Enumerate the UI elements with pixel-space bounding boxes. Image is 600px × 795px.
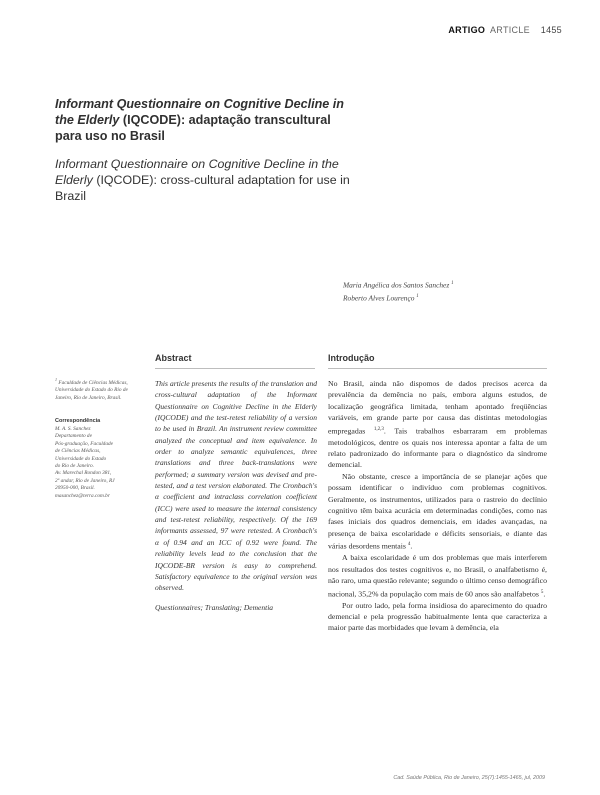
intro-paragraph-3: A baixa escolaridade é um dos problemas que mais interferem nos resultados dos testes cognitivos e, no Brasil, o analfabetismo é, não raro, uma questão relevante; segundo o último censo demográfico nacional, 35,2% da população com mais de 60 anos são analfabetos $^5$. [328, 553, 547, 599]
abstract-heading: Abstract [155, 353, 192, 363]
abstract-keywords: Questionnaires; Translating; Dementia [155, 603, 274, 612]
author-2: Roberto Alves Lourenço $^1$ [343, 293, 419, 303]
title-en-rest: (IQCODE): cross-cultural adaptation for use in Brazil [55, 173, 350, 203]
title-pt-italic: Informant Questionnaire on Cognitive Decline in the Elderly [55, 97, 344, 127]
title-english [55, 156, 355, 204]
page-number: 1455 [540, 25, 562, 35]
abstract-rule [155, 368, 315, 369]
correspondence-heading: Correspondência [55, 418, 101, 424]
intro-heading: Introdução [328, 353, 375, 363]
article-label-pt: ARTIGO [448, 25, 486, 35]
correspondence-email[interactable]: masanchez@terra.com.br [55, 492, 110, 499]
abstract-text: This article presents the results of the translation and cross-cultural adaptation of the Informant Questionnaire on Cognitive Decline in the Elderly (IQCODE) and the test-retest reliability of a version to be used in Brazil. An instrument review committee analyzed the conceptual and item equivalence. In order to analyze semantic equivalences, three translations and three back-translations were performed; a summary version was devised and pre-tested, and a test version elaborated. The Cronbach's α coefficient and intraclass correlation coefficient (ICC) were used to measure the internal consistency and test-retest reliability, respectively. Of the 169 informants assessed, 97 were retested. A Cronbach's α of 0.94 and an ICC of 0.92 were found. The reliability levels lead to the conclusion that the IQCODE-BR version is easy to comprehend. Satisfactory equivalence to the original version was observed. [155, 379, 317, 593]
affiliation-note: $^1$ Faculdade de Ciências Médicas, Universidade do Estado do Rio de Janeiro, Rio de Janeiro, Brasil. [55, 377, 128, 401]
article-label-en: ARTICLE [490, 25, 530, 35]
intro-paragraph-4: Por outro lado, pela forma insidiosa do aparecimento do quadro demencial e pela progressão habitualmente lenta que caracteriza a maior parte das morbidades que levam à demência, ela [328, 600, 547, 633]
abstract-body [155, 378, 317, 594]
title-portuguese [55, 96, 355, 144]
intro-body [328, 378, 547, 634]
running-header [448, 25, 562, 35]
author-list [343, 278, 563, 305]
title-pt-rest: (IQCODE): adaptação transcultural para uso no Brasil [55, 113, 331, 143]
title-en-italic: Informant Questionnaire on Cognitive Decline in the Elderly [55, 157, 339, 187]
intro-paragraph-1: No Brasil, ainda não dispomos de dados precisos acerca da prevalência da demência no país, embora alguns estudos, de localização geográfica limitada, tenham apontado freqüências variáveis, em grande parte por causa das distintas metodologias empregadas $^{1,2,3}$. Tais trabalhos esbarraram em problemas metodológicos, dentre os quais nos interessa apontar a falta de um relato padronizado do informante para o diagnóstico da síndrome demencial. [328, 379, 547, 470]
intro-rule [328, 368, 547, 369]
intro-paragraph-2: Não obstante, cresce a importância de se planejar ações que possam identificar o indivíduo com problemas cognitivos. Geralmente, os instrumentos, utilizados para o rastreio do declínio cognitivo têm baixa acurácia em determinadas condições, como nas fases iniciais dos quadros demenciais, em idades avançadas, na presença de baixa escolaridade e déficits sensoriais, e diante das várias desordens mentais $^4$. [328, 471, 547, 551]
journal-citation-footer: Cad. Saúde Pública, Rio de Janeiro, 25(7):1455-1465, jul, 2009 [393, 775, 545, 781]
correspondence-address: M. A. S. Sanchez Departamento de Pós-graduação, Faculdade de Ciências Médicas, Universidade do Estado do Rio de Janeiro. Av. Marechal Rondon 381, 2º andar, Rio de Janeiro, RJ 20950-000, Brasil. masanchez@terra.com.br [55, 426, 143, 500]
author-1: Maria Angélica dos Santos Sanchez $^1$ [343, 280, 454, 290]
